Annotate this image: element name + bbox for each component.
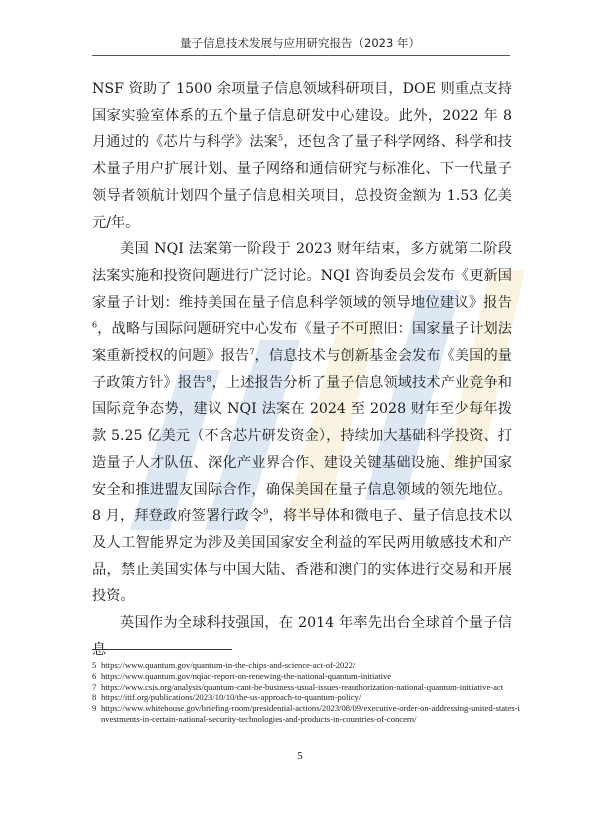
- footnote: [92, 682, 522, 693]
- paragraph: [92, 76, 512, 236]
- text-run: ，信息技术与创新基金会发布《美国的量子政策方针》报告: [92, 348, 512, 391]
- footnote: [92, 703, 522, 725]
- footnotes: [92, 660, 522, 725]
- footnote-link[interactable]: https://www.quantum.gov/quantum-in-the-chips-and-science-act-of-2022/: [101, 660, 356, 670]
- footnote-ref[interactable]: 5: [277, 133, 284, 143]
- footnote: [92, 660, 522, 671]
- footnote-mark: 9: [92, 703, 97, 714]
- footnote-mark: 8: [92, 692, 97, 703]
- footnote-mark: 5: [92, 660, 97, 670]
- footnote-ref[interactable]: 7: [249, 347, 255, 357]
- footnote: [92, 671, 522, 682]
- text-run: ，还包含了量子科学网络、科学和技术量子用户扩展计划、量子网络和通信研究与标准化、下一代量子领导者领航计划四个量子信息相关项目，总投资金额为 1.53 亿美元/年。: [92, 134, 512, 231]
- footnote-link[interactable]: https://www.quantum.gov/nqiac-report-on-renewing-the-national-quantum-initiative: [101, 670, 392, 681]
- footnote-link[interactable]: https://www.csis.org/analysis/quantum-cant-be-business-usual-issues-reauthorization-national-quantum-initiative-act: [101, 681, 504, 692]
- body-text: [92, 76, 512, 663]
- running-header: 量子信息技术发展与应用研究报告（2023 年）: [180, 36, 420, 50]
- paragraph: [92, 610, 512, 663]
- paragraph: [92, 236, 512, 610]
- text-run: ，上述报告分析了量子信息领域技术产业竞争和国际竞争态势，建议 NQI 法案在 2024 至 2028 财年至少每年拨款 5.25 亿美元（不含芯片研发资金），持续加大基础科学投资、打造量子人才队伍、深化产业界合作、建设关键基础设施、维护国家安全和推进盟友国际合作，确保美国在量子信息领域的领先地位。8 月，拜登政府签署行政令: [92, 374, 512, 525]
- page-number: 5: [297, 750, 303, 762]
- footnote-link[interactable]: https://itif.org/publications/2023/10/10/the-us-approach-to-quantum-policy/: [101, 692, 362, 703]
- footnote-mark: 7: [92, 681, 97, 692]
- text-run: NSF 资助了 1500 余项量子信息领域科研项目，DOE 则重点支持国家实验室体系的五个量子信息研发中心建设。此外，2022 年 8 月通过的《芯片与科学》法案: [92, 81, 512, 151]
- text-run: 美国 NQI 法案第一阶段于 2023 财年结束，多方就第二阶段法案实施和投资问题进行广泛讨论。NQI 咨询委员会发布《更新国家量子计划：维持美国在量子信息科学领域的领导地位建议》报告: [92, 241, 512, 311]
- text-run: 英国作为全球科技强国，在 2014 年率先出台全球首个量子信息: [92, 615, 512, 658]
- footnote-ref[interactable]: 8: [206, 374, 212, 383]
- text-run: ，将半导体和微电子、量子信息技术以及人工智能界定为涉及美国国家安全利益的军民两用敏感技术和产品，禁止美国实体与中国大陆、香港和澳门的实体进行交易和开展投资。: [92, 508, 512, 605]
- footnote-rule: [92, 649, 232, 650]
- footnote-link[interactable]: https://www.whitehouse.gov/briefing-room/presidential-actions/2023/08/09/executive-order-on-addressing-united-states-investments-in-certain-national-security-technologies-and-products-in-countries-of-concern/: [101, 703, 520, 724]
- footnote-ref[interactable]: 9: [263, 507, 269, 517]
- footnote-ref[interactable]: 6: [92, 320, 98, 330]
- text-run: ，战略与国际问题研究中心发布《量子不可照旧：国家量子计划法案重新授权的问题》报告: [92, 321, 512, 365]
- footnote-mark: 6: [92, 670, 97, 681]
- footnote: [92, 692, 522, 703]
- header-rule: [92, 55, 510, 56]
